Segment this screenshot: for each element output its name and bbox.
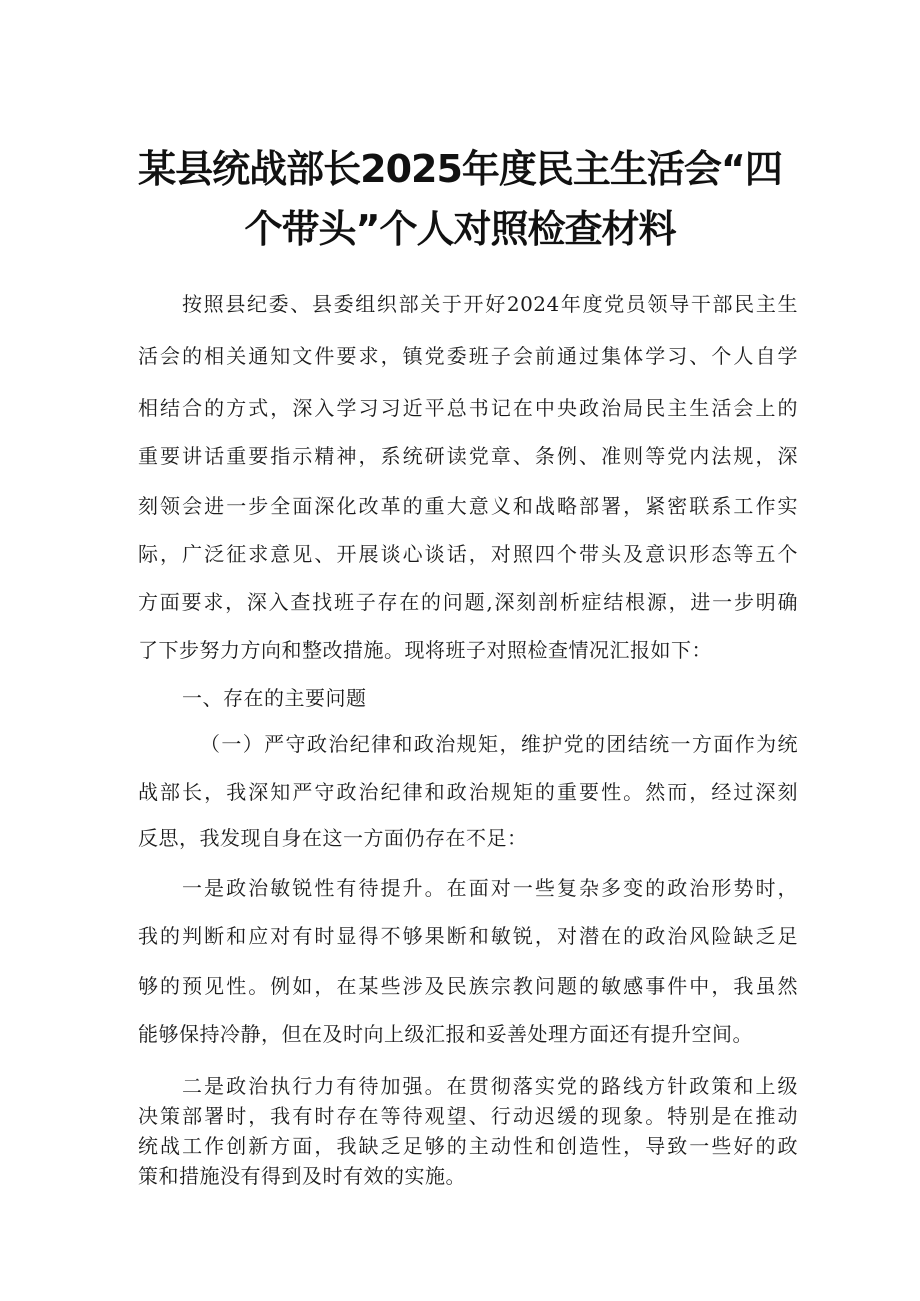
point-line: 策和措施没有得到及时有效的实施。: [138, 1164, 466, 1188]
point-line: 统战工作创新方面，我缺乏足够的主动性和创造性，导致一些好的政: [138, 1134, 798, 1158]
subsection-line: 战部长，我深知严守政治纪律和政治规矩的重要性。然而，经过深刻: [138, 780, 798, 804]
document-title-line-2: 个带头”个人对照检查材料: [244, 207, 676, 251]
subsection-line: 反思，我发现自身在这一方面仍存在不足：: [138, 826, 528, 850]
paragraph-line: 活会的相关通知文件要求，镇党委班子会前通过集体学习、个人自学: [138, 344, 798, 368]
point-line: 我的判断和应对有时显得不够果断和敏锐，对潜在的政治风险缺乏足: [138, 924, 798, 948]
point-line: 够的预见性。例如，在某些涉及民族宗教问题的敏感事件中，我虽然: [138, 974, 798, 998]
paragraph-line: 重要讲话重要指示精神，系统研读党章、条例、准则等党内法规，深: [138, 444, 798, 468]
point-line: 能够保持冷静，但在及时向上级汇报和妥善处理方面还有提升空间。: [138, 1022, 753, 1046]
paragraph-line: 相结合的方式，深入学习习近平总书记在中央政治局民主生活会上的: [138, 396, 798, 420]
point-line: 二是政治执行力有待加强。在贯彻落实党的路线方针政策和上级: [182, 1074, 798, 1098]
paragraph-line: 按照县纪委、县委组织部关于开好2024年度党员领导干部民主生: [182, 292, 798, 316]
section-heading: 一、存在的主要问题: [182, 686, 367, 710]
document-title-line-1: 某县统战部长2025年度民主生活会“四: [138, 147, 782, 191]
point-line: 一是政治敏锐性有待提升。在面对一些复杂多变的政治形势时，: [182, 876, 798, 900]
paragraph-line: 方面要求，深入查找班子存在的问题,深刻剖析症结根源，进一步明确: [138, 590, 798, 614]
paragraph-line: 了下步努力方向和整改措施。现将班子对照检查情况汇报如下：: [138, 638, 712, 662]
paragraph-line: 际，广泛征求意见、开展谈心谈话，对照四个带头及意识形态等五个: [138, 542, 798, 566]
paragraph-line: 刻领会进一步全面深化改革的重大意义和战略部署，紧密联系工作实: [138, 494, 798, 518]
point-line: 决策部署时，我有时存在等待观望、行动迟缓的现象。特别是在推动: [138, 1104, 798, 1128]
subsection-line: （一）严守政治纪律和政治规矩，维护党的团结统一方面作为统: [200, 732, 798, 756]
